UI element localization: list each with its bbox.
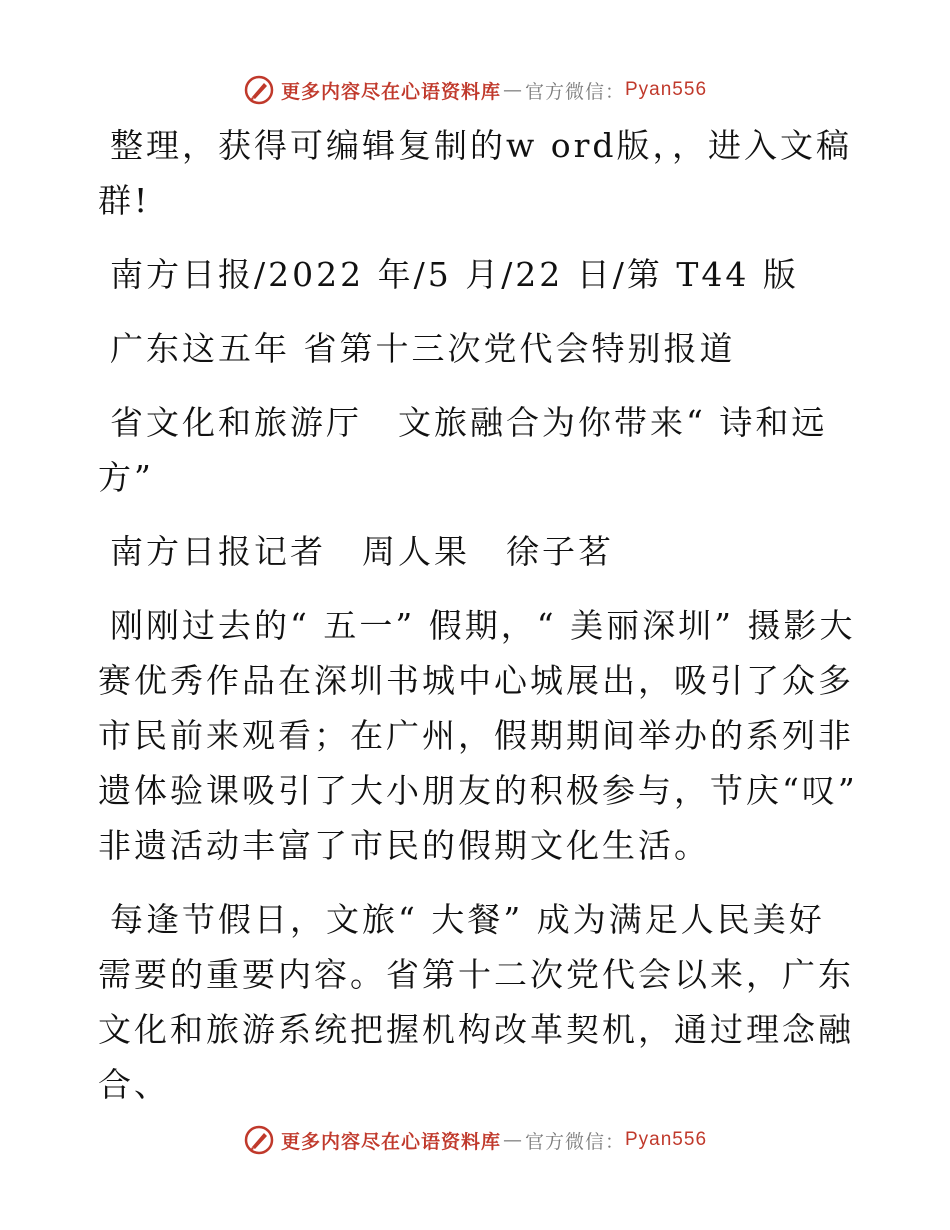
document-body [98,118,858,1131]
paragraph-intro: 整理，获得可编辑复制的w ord版，，进入文稿群! [98,126,853,220]
watermark-separator: — [502,1129,523,1151]
paragraph-body-1: 刚刚过去的“ 五一” 假期，“ 美丽深圳” 摄影大赛优秀作品在深圳书城中心城展出，吸引了众多市民前来观看；在广州，假期期间举办的系列非遗体验课吸引了大小朋友的积极参与，节庆“叹” 非遗活动丰富了市民的假期文化生活。 [98,606,858,865]
watermark-wechat-label: 官方微信： [524,80,625,103]
pen-logo-icon [243,1124,275,1156]
article-byline: 南方日报记者 周人果 徐子茗 [110,532,614,571]
watermark-separator: — [502,79,523,101]
watermark-wechat-id: Pyan556 [625,1129,708,1150]
watermark-footer [0,1120,950,1160]
watermark-brand: 更多内容尽在心语资料库 [280,1130,501,1153]
article-headline: 省文化和旅游厅 文旅融合为你带来“ 诗和远方” [98,403,828,497]
watermark-wechat-id: Pyan556 [625,79,708,100]
watermark-wechat-label: 官方微信： [524,1130,625,1153]
watermark-header [0,70,950,110]
paragraph-column: 广东这五年 省第十三次党代会特别报道 [110,329,736,368]
paragraph-body-2: 每逢节假日，文旅“ 大餐” 成为满足人民美好需要的重要内容。省第十二次党代会以来，广东文化和旅游系统把握机构改革契机，通过理念融合、 [98,900,854,1104]
pen-logo-icon [243,74,275,106]
paragraph-source: 南方日报/2022 年/5 月/22 日/第 T44 版 [110,255,799,294]
watermark-brand: 更多内容尽在心语资料库 [280,80,501,103]
